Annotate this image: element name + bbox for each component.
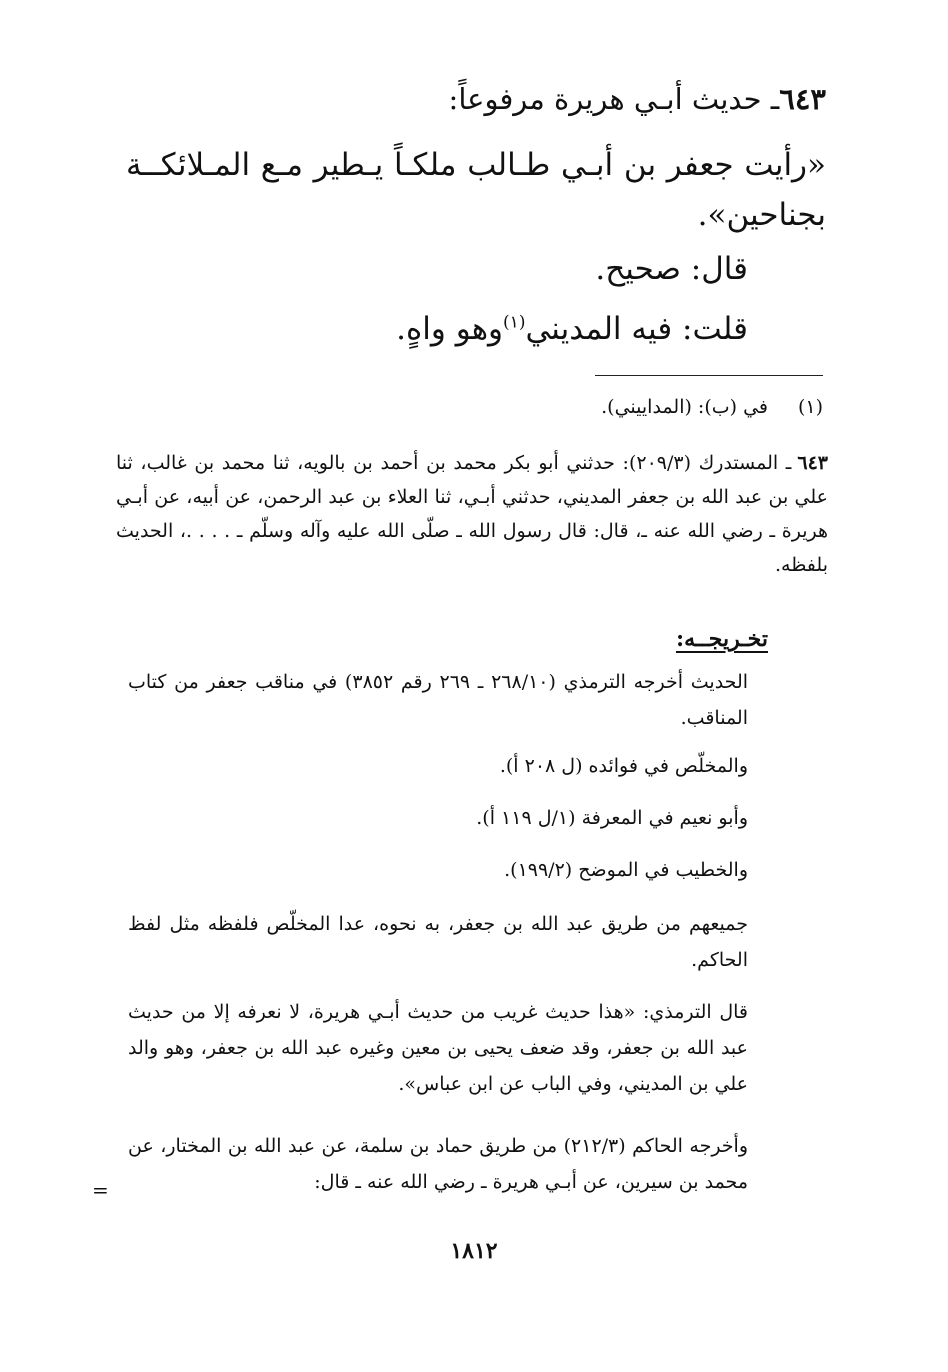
continuation-mark: = <box>92 1178 109 1202</box>
critique-text-end: وهو واهٍ. <box>396 311 504 347</box>
hadith-heading <box>126 74 826 124</box>
hadith-critique <box>148 304 748 354</box>
commentary-text: ـ المستدرك (٢٠٩/٣): حدثني أبو بكر محمد بن أحمد بن بالويه، ثنا محمد بن غالب، ثنا علي بن عبد الله بن جعفر المديني، حدثني أبـي، ثنا العلاء بن عبد الرحمن، عن أبيه، عن أبـي هريرة ـ رضي الله عنه ـ، قال: قال رسول الله ـ صلّى الله عليه وآله وسلّم ـ . . . .، الحديث بلفظه. <box>116 452 828 576</box>
hadith-heading-text: ـ حديث أبـي هريرة مرفوعاً: <box>448 82 780 116</box>
takhrij-heading <box>128 624 768 654</box>
takhrij-paragraph-4: والخطيب في الموضح (١٩٩/٢). <box>504 859 748 881</box>
footnote-text: في (ب): (المداييني). <box>601 396 768 418</box>
hadith-quote: «رأيت جعفر بن أبـي طـالب ملكـاً يـطير مـع المـلائكــة بجناحين». <box>126 147 826 233</box>
footnote-number: (١) <box>797 396 823 418</box>
takhrij-paragraph-1: الحديث أخرجه الترمذي (٢٦٨/١٠ ـ ٢٦٩ رقم ٣٨٥٢) في مناقب جعفر من كتاب المناقب. <box>128 671 749 729</box>
takhrij-paragraph-5: جميعهم من طريق عبد الله بن جعفر، به نحوه، عدا المخلّص فلفظه مثل لفظ الحاكم. <box>128 913 748 971</box>
takhrij-paragraph-6: قال الترمذي: «هذا حديث غريب من حديث أبـي هريرة، لا نعرفه إلا من حديث عبد الله بن جعفر، وقد ضعف يحيى بن معين وغيره عبد الله بن جعفر، وهو والد علي بن المديني، وفي الباب عن ابن عباس». <box>128 1001 748 1095</box>
takhrij-paragraph-7: وأخرجه الحاكم (٢١٢/٣) من طريق حماد بن سلمة، عن عبد الله بن المختار، عن محمد بن سيرين، عن أبـي هريرة ـ رضي الله عنه ـ قال: <box>128 1135 748 1193</box>
takhrij-paragraph-3: وأبو نعيم في المعرفة (١/ل ١١٩ أ). <box>476 807 748 829</box>
footnote-ref: (١) <box>503 312 526 333</box>
takhrij-title: تخـريجــه: <box>675 626 768 652</box>
footnote <box>123 392 823 422</box>
commentary-number: ٦٤٣ <box>797 452 828 474</box>
commentary-paragraph <box>116 446 828 582</box>
hadith-number: ٦٤٣ <box>779 82 826 116</box>
footnote-divider <box>595 375 823 376</box>
page-number: ١٨١٢ <box>450 1238 498 1264</box>
takhrij-paragraph-2: والمخلّص في فوائده (ل ٢٠٨ أ). <box>499 755 748 777</box>
critique-text: قلت: فيه المديني <box>525 311 748 347</box>
hadith-grading: قال: صحيح. <box>595 251 748 287</box>
